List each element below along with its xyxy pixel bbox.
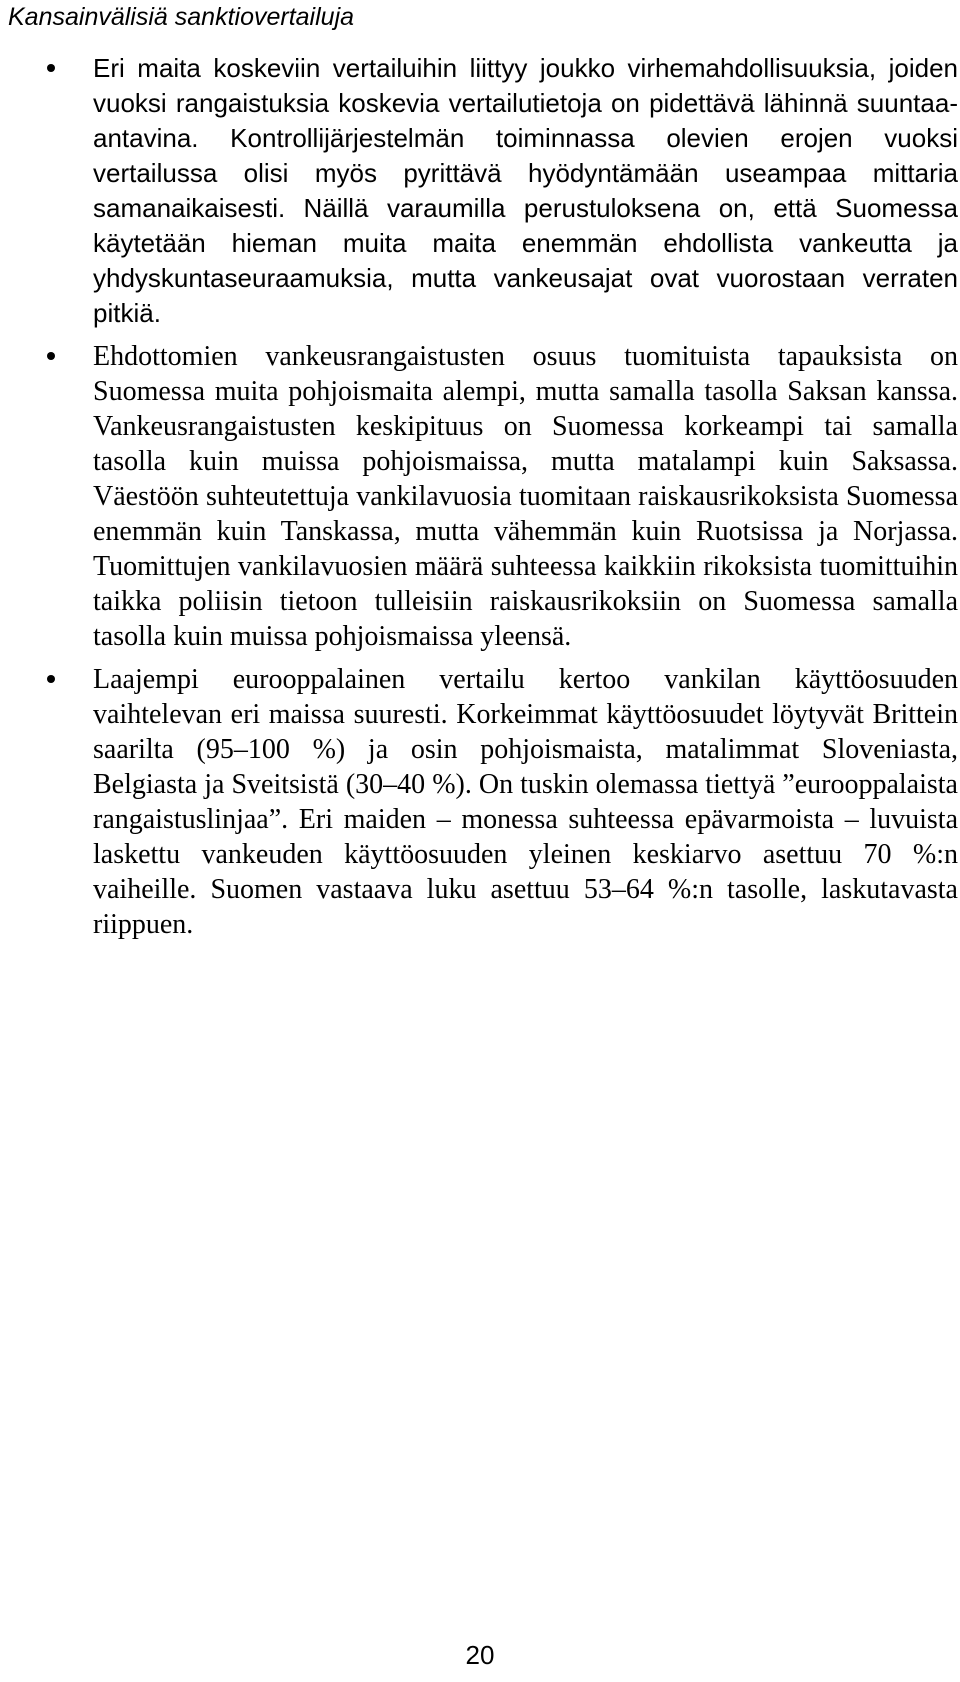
bullet-item <box>0 51 960 331</box>
bullet-item <box>0 339 960 654</box>
page-number: 20 <box>465 1640 495 1670</box>
bullet-dot-icon <box>47 64 55 72</box>
bullet-dot-icon <box>47 675 55 683</box>
section-title: Kansainvälisiä sanktiovertailuja <box>8 3 355 31</box>
summary-bullet-list <box>0 51 960 950</box>
bullet-text-sans-part: Näillä varaumilla perustuloksena on, että Suomessa käytetään hieman muita maita enemmän ehdollista vankeutta ja yhdyskuntaseuraamuksia, mutta vankeusajat ovat vuorostaan verraten pitkiä. <box>93 193 958 328</box>
bullet-item <box>0 662 960 942</box>
bullet-dot-icon <box>47 352 55 360</box>
bullet-text: Ehdottomien vankeusrangaistusten osuus tuomituista tapauksista on Suomessa muita pohjoismaita alempi, mutta samalla tasolla Saksan kanssa. Vankeusrangaistusten keskipituus on Suomessa korkeampi tai samalla tasolla kuin muissa pohjoismaissa, mutta matalampi kuin Saksassa. Väestöön suhteutettuja vankilavuosia tuomitaan raiskausrikoksista Suomessa enemmän kuin Tanskassa, mutta vähemmän kuin Ruotsissa ja Norjassa. Tuomittujen vankilavuosien määrä suhteessa kaikkiin rikoksista tuomittuihin taikka poliisin tietoon tulleisiin raiskausrikoksiin on Suomessa samalla tasolla kuin muissa pohjoismaissa yleensä. <box>93 341 958 652</box>
bullet-text-sans-part: Eri maita koskeviin vertailuihin liittyy joukko virhemahdollisuuksia, joiden vuoksi rangaistuksia koskevia vertailutietoja on pidettävä lähinnä suuntaa-antavina. Kontrollijärjestelmän toiminnassa olevien erojen vuoksi vertailussa olisi myös pyrittävä hyödyntämään useampaa mittaria samanaikaisesti. <box>93 53 958 223</box>
bullet-text: Laajempi eurooppalainen vertailu kertoo vankilan käyttöosuuden vaihtelevan eri maissa suuresti. Korkeimmat käyttöosuudet löytyvät Brittein saarilta (95–100 %) ja osin pohjoismaista, matalimmat Sloveniasta, Belgiasta ja Sveitsistä (30–40 %). On tuskin olemassa tiettyä ”eurooppalaista rangaistuslinjaa”. Eri maiden – monessa suhteessa epävarmoista – luvuista laskettu vankeuden käyttöosuuden yleinen keskiarvo asettuu 70 %:n vaiheille. Suomen vastaava luku asettuu 53–64 %:n tasolle, laskutavasta riippuen. <box>93 664 958 940</box>
bullet-text <box>93 51 958 331</box>
